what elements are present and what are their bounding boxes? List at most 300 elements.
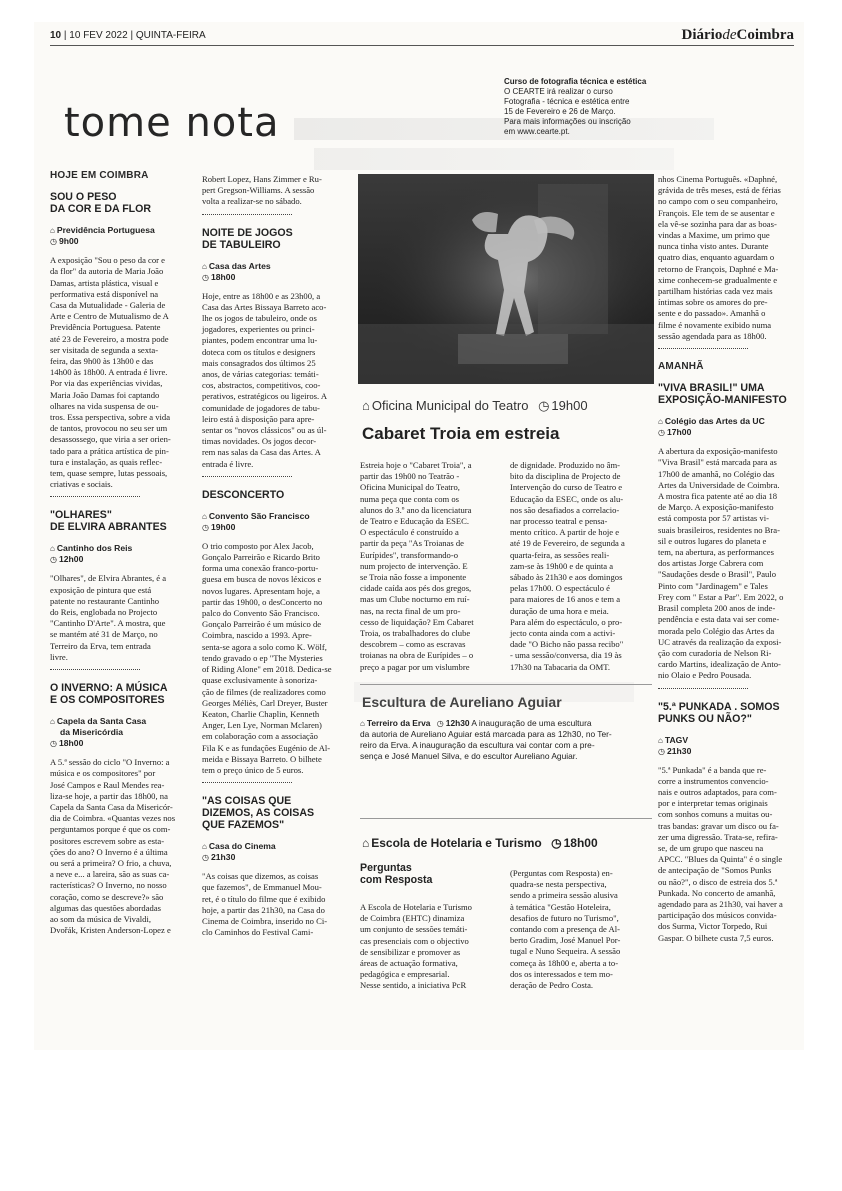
- event-location: Convento São Francisco: [208, 510, 310, 521]
- column-today: [50, 170, 180, 936]
- body-line: nar processo teatral e pensa-: [510, 516, 608, 527]
- body-line: de Teatro e Educação da ESEC.: [360, 516, 470, 527]
- hotel-headline: [360, 862, 432, 886]
- body-line: sessão agendada para as 18h00.: [658, 330, 767, 341]
- page-number: 10: [50, 30, 62, 41]
- body-line: mais consagrados dos últimos 25: [202, 357, 316, 368]
- title-line: "5.ª PUNKADA . SOMOS: [658, 700, 780, 713]
- clock-icon: ◷: [50, 739, 57, 749]
- body-line: dos os interessados e tem mo-: [510, 968, 613, 979]
- performer-image: [358, 174, 654, 384]
- body-line: A exposição "Sou o peso da cor e: [50, 255, 165, 266]
- body-line: nunca tinha visto antes. Durante: [658, 241, 769, 252]
- body-line: Pinto com "Jardinagem" e Tales: [658, 580, 768, 591]
- body-line: de tantos, provocou no seu ser um: [50, 423, 168, 434]
- kicker-today: HOJE EM COIMBRA: [50, 170, 149, 181]
- body-line: François. Ele tem de se ausentar e: [658, 207, 775, 218]
- body-line: 17h30 na Tabacaria da OMT.: [510, 661, 611, 672]
- body-line: palco do Convento São Francisco.: [202, 608, 320, 619]
- hotel-time: 18h00: [563, 836, 598, 850]
- body-line: of Riding Alone" em 2018. Dedica-se: [202, 664, 332, 675]
- body-line: 17h00 de amanhã, no Colégio das: [658, 468, 775, 479]
- clock-icon: ◷: [202, 522, 209, 532]
- body-line: Casa da Mutualidade - Galeria de: [50, 300, 166, 311]
- body-line: no campo com o seu companheiro,: [658, 196, 778, 207]
- body-line: cidade caída aos pés dos gregos,: [360, 583, 472, 594]
- body-line: Coimbra, nascido a 1993. Apre-: [202, 630, 312, 641]
- dotted-divider: [202, 476, 292, 477]
- event-time: 12h00: [58, 554, 84, 565]
- body-line: quarta-feira, as sessões reali-: [510, 549, 610, 560]
- body-line: sentar os "novos clássicos" ou as úl-: [202, 425, 327, 436]
- body-line: com sonhos comuns a muitas ou-: [658, 809, 773, 820]
- home-icon: ⌂: [362, 398, 370, 413]
- body-line: liza-se hoje, a partir das 18h00, na: [50, 790, 168, 801]
- feature-meta: [362, 398, 588, 414]
- body-line: Educação da ESEC, onde os alu-: [510, 493, 624, 504]
- separator: |: [130, 30, 134, 41]
- event-meta: [50, 716, 180, 749]
- title-line: E OS COMPOSITORES: [50, 694, 165, 707]
- body-line: cos, abstractos, competitivos, coo-: [202, 380, 321, 391]
- body-line: A mostra fica patente até ao dia 18: [658, 491, 778, 502]
- separator: |: [63, 30, 67, 41]
- body-line: desafios de futuro no Turismo",: [510, 912, 619, 923]
- body-line: O trio composto por Alex Jacob,: [202, 540, 314, 551]
- event-meta: [658, 735, 798, 757]
- body-line: "Viva Brasil" está marcada para as: [658, 457, 777, 468]
- title-line: Perguntas: [360, 862, 412, 874]
- body-line: timas novidades. Os jogos decor-: [202, 436, 317, 447]
- body-line: Fila K e as fundações Eugénio de Al-: [202, 742, 331, 753]
- event-time: 21h30: [666, 745, 692, 756]
- body-line: tura e instalação, as quais reflec-: [50, 456, 163, 467]
- body-line: partir das 19h00, o desConcerto no: [202, 596, 323, 607]
- body-line: jecto conta ainda com a activi-: [510, 628, 616, 639]
- body-line: Maria João Damas foi captando: [50, 389, 160, 400]
- body-line: zam-se às 19h00 e de quinta a: [510, 560, 614, 571]
- body-line: pendência e esta data vai ser come-: [658, 614, 780, 625]
- body-line: contando com a presença de Al-: [510, 924, 621, 935]
- edition-weekday: QUINTA-FEIRA: [135, 30, 206, 41]
- event-body: [50, 757, 180, 936]
- brand-part: Coimbra: [736, 27, 794, 43]
- body-line: Previdência Portuguesa. Patente: [50, 322, 161, 333]
- event-body: [202, 871, 338, 938]
- body-line: performativa está disponível na: [50, 288, 159, 299]
- title-line: com Resposta: [360, 874, 433, 886]
- clock-icon: ◷: [658, 746, 665, 756]
- body-line: nio Olaio e Pedro Pousada.: [658, 670, 752, 681]
- body-line: de Coimbra (EHTC) dinamiza: [360, 913, 465, 924]
- body-line: vindas a Maxime, um primo que: [658, 230, 770, 241]
- event-title: [50, 509, 180, 533]
- body-line: da flor" da autoria de Maria João: [50, 266, 164, 277]
- body-line: "Saudações desde o Brasil", Paulo: [658, 569, 776, 580]
- event-body: [50, 573, 180, 663]
- body-line: UC através da realização da exposi-: [658, 636, 782, 647]
- body-line: tem, na abertura, as performances: [658, 547, 774, 558]
- event-meta: [50, 543, 180, 565]
- body-line: partilham histórias cada vez mais: [658, 286, 773, 297]
- body-line: partir da peça "As Troianas de: [360, 538, 464, 549]
- body-line: Brasil completa 200 anos de inde-: [658, 603, 776, 614]
- course-info-line: Fotografia - técnica e estética entre: [504, 97, 630, 106]
- dotted-divider: [50, 496, 140, 497]
- body-line: ções do ano? O Inverno é a última: [50, 846, 168, 857]
- body-line: tros. Essa perspectiva, sobre a vida: [50, 412, 171, 423]
- body-line: "As coisas que dizemos, as coisas: [202, 871, 319, 882]
- body-line: Casa das Artes Bissaya Barreto aco-: [202, 301, 327, 312]
- event-meta: [50, 225, 180, 247]
- body-line: Hoje, entre as 18h00 e as 23h00, a: [202, 290, 321, 301]
- body-line: A abertura da exposição-manifesto: [658, 446, 778, 457]
- dotted-divider: [658, 348, 748, 349]
- hotel-meta: [362, 836, 598, 850]
- event-meta: [202, 841, 338, 863]
- body-line: dade "O Bicho não passa recibo": [510, 639, 624, 650]
- title-line: QUE FAZEMOS": [202, 819, 285, 832]
- body-line: sente e do passado». Amanhã o: [658, 308, 766, 319]
- body-line: patente no restaurante Cantinho: [50, 595, 160, 606]
- body-line: sil e outros lugares do planeta e: [658, 535, 767, 546]
- kicker-tomorrow: AMANHÃ: [658, 361, 704, 373]
- event-time: 18h00: [58, 738, 84, 749]
- feature-body-col-b: [510, 460, 652, 673]
- title-line: DE TABULEIRO: [202, 238, 281, 251]
- event-body: [202, 174, 338, 208]
- body-line: troianas na obra de Eurípides – o: [360, 650, 474, 661]
- title-line: "OLHARES": [50, 509, 112, 522]
- body-line: que fazemos", de Emmanuel Mou-: [202, 882, 322, 893]
- body-line: ao som da música de Vivaldi,: [50, 913, 151, 924]
- title-line: NOITE DE JOGOS: [202, 226, 293, 239]
- body-line: do Reis, englobada no Projecto: [50, 607, 158, 618]
- body-line: corre a instrumentos convencio-: [658, 775, 769, 786]
- body-line: descobrem – como as escravas: [360, 639, 466, 650]
- body-line: desassossego, que viria a ser orien-: [50, 434, 171, 445]
- page-info: [50, 30, 206, 41]
- body-line: racterísticas? O Inverno, no nosso: [50, 880, 167, 891]
- body-line: tem, quase sempre, lutas pessoais,: [50, 468, 168, 479]
- body-line: criativas e sociais.: [50, 479, 113, 490]
- body-line: bito da disciplina de Projecto de: [510, 471, 621, 482]
- body-line: [360, 718, 656, 729]
- sculpture-headline: Escultura de Aureliano Aguiar: [362, 694, 562, 710]
- body-line: cas presenciais com o objectivo: [360, 935, 469, 946]
- body-line: mento crítico. A partir de hoje e: [510, 527, 620, 538]
- body-line: meida e Bissaya Barreto. O bilhete: [202, 753, 322, 764]
- course-info-title: Curso de fotografia técnica e estética: [504, 77, 647, 86]
- body-line: José Campos e Raul Mendes rea-: [50, 779, 165, 790]
- course-info-line: 15 de Fevereiro e 26 de Março.: [504, 107, 616, 116]
- clock-icon: ◷: [551, 836, 562, 850]
- body-line: deração de Pedro Costa.: [510, 980, 594, 991]
- body-line: entrada é livre.: [202, 458, 254, 469]
- body-line: Oficina Municipal do Teatro,: [360, 482, 460, 493]
- body-line: Frey com " Estar a Par". Em 2022, o: [658, 591, 784, 602]
- body-line: nas, na recta final de um pro-: [360, 605, 461, 616]
- body-line: O espectáculo é construído a: [360, 527, 459, 538]
- home-icon: ⌂: [202, 842, 207, 852]
- body-line: Capela da Santa Casa da Misericór-: [50, 801, 173, 812]
- clock-icon: ◷: [658, 428, 665, 438]
- edition-date: 10 FEV 2022: [69, 30, 128, 41]
- clock-icon: ◷: [436, 719, 444, 728]
- title-line: DESCONCERTO: [202, 488, 285, 501]
- body-line: a neve e... a lareira, são as suas ca-: [50, 869, 170, 880]
- event-body: [202, 541, 338, 776]
- body-line: comunidade de jogadores de tabu-: [202, 402, 320, 413]
- body-line: Punkada. No concerto de amanhã,: [658, 887, 776, 898]
- feature-time: 19h00: [551, 398, 588, 413]
- body-line: tendo gravado o ep "The Mysteries: [202, 652, 323, 663]
- body-line: Keaton, Charlie Chaplin, Kenneth: [202, 708, 320, 719]
- body-line: Eurípides", transformando-o: [360, 549, 459, 560]
- title-line: "VIVA BRASIL!" UMA: [658, 382, 765, 395]
- home-icon: ⌂: [658, 735, 663, 745]
- body-line: participação dos músicos convida-: [658, 910, 777, 921]
- body-line: nos são desafiados a correlacio-: [510, 504, 620, 515]
- event-location: Cantinho dos Reis: [56, 543, 133, 554]
- body-line: Gaspar. O bilhete custa 7,5 euros.: [658, 932, 774, 943]
- event-meta: [202, 261, 338, 283]
- body-line: Intervenção do curso de Teatro e: [510, 482, 623, 493]
- body-line: quadra-se nesta perspectiva,: [510, 879, 607, 890]
- body-line: ção de filmes (de realizadores como: [202, 686, 326, 697]
- home-icon: ⌂: [50, 717, 55, 727]
- home-icon: ⌂: [50, 226, 55, 236]
- event-location: Casa das Artes: [208, 260, 271, 271]
- feature-body-col-a: [360, 460, 502, 673]
- body-line: doteca com os títulos e designers: [202, 346, 316, 357]
- body-line: filme é novamente exibido numa: [658, 319, 772, 330]
- sculpture-time: 12h30: [445, 718, 470, 728]
- home-icon: ⌂: [360, 719, 365, 728]
- sculpture-location: Terreiro da Erva: [366, 718, 431, 728]
- dotted-divider: [658, 688, 748, 689]
- event-location: Previdência Portuguesa: [56, 225, 155, 236]
- body-line: sábado às 21h30 e aos domingos: [510, 572, 623, 583]
- body-line: ret, é o título do filme que é exibido: [202, 893, 326, 904]
- body-line: lhe os jogos de tabuleiro, onde os: [202, 313, 317, 324]
- body-line: clo Caminhos do Festival Cami-: [202, 927, 314, 938]
- event-location: Colégio das Artes da UC: [664, 416, 765, 427]
- dotted-divider: [202, 782, 292, 783]
- body-line: até 23 de Fevereiro, a mostra pode: [50, 333, 169, 344]
- body-line: berto Gradim, José Manuel Por-: [510, 935, 621, 946]
- body-line: duração de uma hora e meia.: [510, 605, 609, 616]
- home-icon: ⌂: [50, 544, 55, 554]
- body-line: leiro está à disposição para apre-: [202, 413, 315, 424]
- body-line: rem nas salas da Casa das Artes. A: [202, 447, 321, 458]
- body-line: pelas 17h00. O espectáculo é: [510, 583, 610, 594]
- body-line: novos lugares. Apresentam hoje, a: [202, 585, 320, 596]
- column-tomorrow: [658, 174, 798, 944]
- body-line: Para além do espectáculo, o pro-: [510, 616, 623, 627]
- body-line: começa às 18h00 e, aberta a to-: [510, 957, 619, 968]
- body-line: APCC. "Blues da Quinta" é o single: [658, 854, 783, 865]
- body-line: tado para a prática artística de pin-: [50, 445, 169, 456]
- newspaper-brand: [682, 27, 795, 44]
- body-line: Arte e Centro de Mutualismo de A: [50, 311, 169, 322]
- body-line: Anger, Len Lye, Norman Mclaren): [202, 720, 322, 731]
- body-line: à temática "Gestão Hoteleira,: [510, 901, 611, 912]
- title-line: EXPOSIÇÃO-MANIFESTO: [658, 394, 787, 407]
- bleed-through-band: [314, 148, 674, 170]
- performance-photo: [358, 174, 654, 384]
- feature-location: Oficina Municipal do Teatro: [371, 398, 529, 413]
- body-line: (Perguntas com Resposta) en-: [510, 868, 613, 878]
- body-line: preço a pagar por um vislumbre: [360, 661, 470, 672]
- event-time: 19h00: [210, 521, 236, 532]
- body-line: zer uma digressão. Trata-se, refira-: [658, 831, 778, 842]
- body-line: tras bandas: gravar um disco ou fa-: [658, 820, 779, 831]
- body-line: Estreia hoje o "Cabaret Troia", a: [360, 460, 472, 470]
- body-line: Dvořák, Kristen Anderson-Lopez e: [50, 925, 171, 936]
- body-line: íntimas sobre os amores do pre-: [658, 297, 768, 308]
- body-line: até 19 de Fevereiro, de segunda a: [510, 538, 625, 549]
- body-line: suais brasileiros, residentes no Bra-: [658, 524, 780, 535]
- body-line: anos, de várias categorias: temáti-: [202, 369, 319, 380]
- course-info-line: Para mais informações ou inscrição: [504, 117, 631, 126]
- title-line: DE ELVIRA ABRANTES: [50, 521, 167, 534]
- body-line: sendo a primeira sessão alusiva: [510, 890, 618, 901]
- body-line: de sensibilizar e promover as: [360, 946, 461, 957]
- body-line: pedagógica e empresarial.: [360, 969, 450, 980]
- body-line: mas um Clube nocturno em ruí-: [360, 594, 470, 605]
- event-location: da Misericórdia: [60, 727, 124, 738]
- event-body: [658, 446, 798, 681]
- event-title: [50, 682, 180, 706]
- hotel-body-col-b: [510, 868, 652, 991]
- body-line: cesso de liquidação? Em Cabaret: [360, 616, 474, 627]
- body-line: A 5.ª sessão do ciclo "O Inverno: a: [50, 757, 170, 768]
- body-line: Georges Méliès, Carl Dreyer, Buster: [202, 697, 328, 708]
- body-line: por e interpretar temas originais: [658, 798, 768, 809]
- event-meta: [202, 511, 338, 533]
- event-title: [202, 489, 338, 501]
- clock-icon: ◷: [538, 398, 550, 413]
- body-line: para maiores de 16 anos e tem a: [510, 594, 621, 605]
- body-line: ou será a primeira? O frio, a chuva,: [50, 857, 172, 868]
- body-text: A inauguração de uma escultura: [471, 718, 592, 728]
- body-line: nais e outros adaptados, para com-: [658, 786, 777, 797]
- body-line: áreas de actuação formativa,: [360, 958, 458, 969]
- body-line: tem o preço único de 5 euros.: [202, 764, 304, 775]
- body-line: de antecipação de "Somos Punks: [658, 865, 772, 876]
- body-line: dos Surma, Victor Torpedo, Rui: [658, 921, 768, 932]
- body-line: grávida de três meses, está de férias: [658, 185, 781, 196]
- event-title: [658, 701, 798, 725]
- body-line: "5.ª Punkada" é a banda que re-: [658, 764, 767, 775]
- body-line: retorno de François, Daphné e Ma-: [658, 263, 779, 274]
- body-line: volta a realizar-se no sábado.: [202, 196, 302, 207]
- body-line: numa peça que conta com os: [360, 493, 460, 504]
- event-location: Capela da Santa Casa: [56, 716, 147, 727]
- section-rule: [360, 684, 652, 685]
- event-location: TAGV: [664, 734, 689, 745]
- hotel-body-col-a: [360, 902, 502, 992]
- title-line: SOU O PESO: [50, 191, 117, 204]
- title-line: O INVERNO: A MÚSICA: [50, 682, 168, 695]
- body-line: quase exclusivamente à sonoriza-: [202, 675, 318, 686]
- body-line: olhares na vida suspensa de ou-: [50, 400, 159, 411]
- body-line: alunos do 3.º ano da licenciatura: [360, 504, 472, 515]
- body-line: Gonçalo Parreirão é um músico de: [202, 619, 322, 630]
- newspaper-page: [34, 22, 804, 1050]
- clock-icon: ◷: [202, 853, 209, 863]
- body-line: positores escrevem sobre as esta-: [50, 835, 165, 846]
- column-events-2: [202, 174, 338, 938]
- clock-icon: ◷: [202, 272, 209, 282]
- body-line: A Escola de Hotelaria e Turismo: [360, 902, 472, 912]
- hotel-location: Escola de Hotelaria e Turismo: [371, 836, 542, 850]
- body-line: Terreiro da Erva, tem entrada: [50, 640, 151, 651]
- body-line: "Olhares", de Elvira Abrantes, é a: [50, 573, 167, 584]
- body-line: guesa em busca de novos léxicos e: [202, 574, 322, 585]
- home-icon: ⌂: [658, 417, 663, 427]
- event-time: 18h00: [210, 271, 236, 282]
- body-line: se Troia não fosse a imponente: [360, 572, 467, 583]
- body-line: xime conhecem-se gradualmente e: [658, 274, 778, 285]
- body-line: Nesse sentido, a iniciativa PcR: [360, 980, 467, 991]
- event-meta: [658, 416, 798, 438]
- body-line: dia de Coimbra. «Quantas vezes nos: [50, 813, 176, 824]
- body-line: reiro da Erva. A inauguração da escultura vai contar com a pre-: [360, 740, 595, 750]
- section-rule: [360, 818, 652, 819]
- title-line: DA COR E DA FLOR: [50, 203, 152, 216]
- body-line: ção com curadoria de Nelson Ri-: [658, 647, 772, 658]
- home-icon: ⌂: [362, 836, 370, 850]
- event-title: [202, 795, 338, 831]
- brand-part: Diário: [681, 27, 723, 43]
- body-line: ser visitada de segunda a sexta-: [50, 344, 159, 355]
- body-line: exposição de pintura que está: [50, 584, 152, 595]
- section-title: tome nota: [64, 100, 280, 146]
- course-info-box: [504, 77, 704, 137]
- brand-part: de: [722, 27, 737, 43]
- home-icon: ⌂: [202, 261, 207, 271]
- home-icon: ⌂: [202, 511, 207, 521]
- sculpture-body: [360, 718, 656, 762]
- body-line: cardo Martins, idealização de Anto-: [658, 659, 781, 670]
- body-line: tugal e Nuno Sequeira. A sessão: [510, 946, 621, 957]
- clock-icon: ◷: [50, 237, 57, 247]
- body-line: perguntamos porque é que os com-: [50, 824, 171, 835]
- body-line: partir das 19h00 no Teatrão -: [360, 471, 460, 482]
- event-location: Casa do Cinema: [208, 841, 276, 852]
- event-time: 21h30: [210, 852, 236, 863]
- body-line: de dignidade. Produzido no âm-: [510, 460, 621, 470]
- body-line: Robert Lopez, Hans Zimmer e Ru-: [202, 174, 322, 184]
- body-line: pert Gregson-Williams. A sessão: [202, 185, 315, 196]
- body-line: algumas das questões abordadas: [50, 902, 161, 913]
- body-line: hoje, a partir das 21h30, na Casa do: [202, 904, 325, 915]
- body-line: agendado para as 21h30, vai haver a: [658, 898, 783, 909]
- body-line: livre.: [50, 651, 68, 662]
- body-line: feira, das 9h00 às 13h00 e das: [50, 356, 154, 367]
- body-line: sença e José Manuel Silva, e do escultor Aureliano Aguiar.: [360, 751, 578, 761]
- dotted-divider: [202, 214, 292, 215]
- body-line: se, de um grupo que nasceu na: [658, 842, 764, 853]
- body-line: música e os compositores" por: [50, 768, 156, 779]
- body-line: perativos, estratégicos ou ligeiros. A: [202, 391, 328, 402]
- body-line: nhos Cinema Português. «Daphné,: [658, 174, 778, 184]
- body-line: jogadores, experientes ou princi-: [202, 324, 315, 335]
- event-time: 9h00: [58, 236, 79, 247]
- body-line: forma uma conexão franco-portu-: [202, 563, 319, 574]
